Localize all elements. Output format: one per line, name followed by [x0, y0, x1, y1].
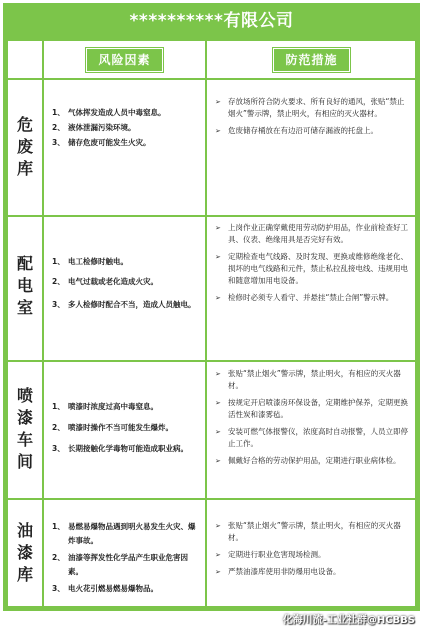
list-item: ➢ 检修时必须专人看守、并悬挂“禁止合闸”警示牌。 — [215, 293, 394, 302]
measures-list — [215, 96, 409, 142]
list-item: ➢ 定期检查电气线路、及时发现、更换或维修绝缘老化、损坏的电气线路和元件，禁止私拉乱接电线、违规用电和随意增加用电设备。 — [215, 252, 408, 285]
measures-list — [215, 368, 409, 472]
list-item: 3、 电火花引燃易燃易爆物品。 — [52, 584, 158, 593]
list-item: ➢ 佩戴好合格的劳动保护用品，定期进行职业病体检。 — [215, 456, 401, 465]
risk-cell-paint-store — [44, 500, 205, 606]
list-item: 1、 电工检修时触电。 — [52, 257, 128, 266]
measures-cell-paint-workshop — [207, 362, 415, 498]
company-title: **********有限公司 — [129, 11, 294, 31]
category-label: 油 漆 库 — [16, 521, 33, 584]
measures-list — [215, 520, 409, 583]
list-item: ➢ 张贴“禁止烟火”警示牌，禁止明火，有相应的灭火器材。 — [215, 369, 401, 390]
risk-header: 风险因素 — [86, 48, 163, 72]
risk-cell-paint-workshop — [44, 362, 205, 498]
arrow-bullet-icon: ➢ — [215, 127, 221, 135]
list-item: 1、 气体挥发造成人员中毒窒息。 — [52, 108, 166, 117]
risk-list — [52, 400, 200, 457]
header-measures-cell — [207, 41, 415, 78]
list-item: 2、 油漆等挥发性化学品产生职业危害因素。 — [52, 553, 188, 576]
risk-list — [52, 255, 198, 316]
arrow-bullet-icon: ➢ — [215, 253, 221, 261]
arrow-bullet-icon: ➢ — [215, 522, 221, 530]
category-label: 配 电 室 — [16, 254, 33, 317]
arrow-bullet-icon: ➢ — [215, 551, 221, 559]
arrow-bullet-icon: ➢ — [215, 399, 221, 407]
arrow-bullet-icon: ➢ — [215, 457, 221, 465]
category-label: 喷 漆 车 间 — [16, 386, 33, 471]
list-item: ➢ 存放场所符合防火要求、所有良好的通风，张贴“禁止烟火”警示牌，禁止明火，有相应的灭火器材。 — [215, 97, 405, 118]
category-cell-power-room — [8, 217, 42, 360]
measures-cell-power-room — [207, 217, 415, 360]
category-cell-paint-workshop — [8, 362, 42, 498]
arrow-bullet-icon: ➢ — [215, 370, 221, 378]
arrow-bullet-icon: ➢ — [215, 98, 221, 106]
list-item: 1、 喷漆时浓度过高中毒窒息。 — [52, 402, 158, 411]
list-item: 3、 多人检修时配合不当，造成人员触电。 — [52, 300, 196, 309]
category-cell-hazardous-waste — [8, 80, 42, 215]
list-item: 2、 电气过载或老化造成火灾。 — [52, 277, 158, 286]
watermark-text: 化海川流-工业社群@HCBBS — [282, 615, 415, 626]
list-item: ➢ 上岗作业正确穿戴使用劳动防护用品，作业前检查好工具、仪表、绝缘用具是否完好有效。 — [215, 223, 408, 244]
measures-list — [215, 222, 409, 309]
list-item: 2、 液体泄漏污染环境。 — [52, 123, 136, 132]
risk-cell-power-room — [44, 217, 205, 360]
arrow-bullet-icon: ➢ — [215, 428, 221, 436]
measures-cell-paint-store — [207, 500, 415, 606]
risk-table — [6, 39, 417, 608]
risk-cell-hazardous-waste — [44, 80, 205, 215]
list-item: ➢ 张贴“禁止烟火”警示牌，禁止明火，有相应的灭火器材。 — [215, 521, 401, 542]
arrow-bullet-icon: ➢ — [215, 294, 221, 302]
list-item: ➢ 按规定开启喷漆房环保设备，定期维护保养，定期更换活性炭和漆雾毡。 — [215, 398, 408, 419]
list-item: 1、 易燃易爆物品遇到明火易发生火灾、爆炸事故。 — [52, 522, 196, 545]
list-item: 3、 储存危废可能发生火灾。 — [52, 138, 151, 147]
risk-notice-card — [3, 3, 420, 611]
category-label: 危 废 库 — [16, 115, 33, 178]
list-item: ➢ 危废储存桶放在有边沿可储存漏液的托盘上。 — [215, 126, 378, 135]
list-item: 2、 喷漆时操作不当可能发生爆炸。 — [52, 423, 173, 432]
list-item: ➢ 定期进行职业危害现场检测。 — [215, 550, 326, 559]
measures-header: 防范措施 — [273, 48, 350, 72]
header-risk-cell — [44, 41, 205, 78]
arrow-bullet-icon: ➢ — [215, 568, 221, 576]
risk-list — [52, 106, 200, 151]
list-item: 3、 长期接触化学毒物可能造成职业病。 — [52, 444, 188, 453]
arrow-bullet-icon: ➢ — [215, 224, 221, 232]
risk-list — [52, 520, 200, 597]
header-category-cell — [8, 41, 42, 78]
category-cell-paint-store — [8, 500, 42, 606]
list-item: ➢ 安装可燃气体报警仪，浓度高时自动报警，人员立即停止工作。 — [215, 427, 408, 448]
list-item: ➢ 严禁油漆库使用非防爆用电设备。 — [215, 567, 341, 576]
measures-cell-hazardous-waste — [207, 80, 415, 215]
